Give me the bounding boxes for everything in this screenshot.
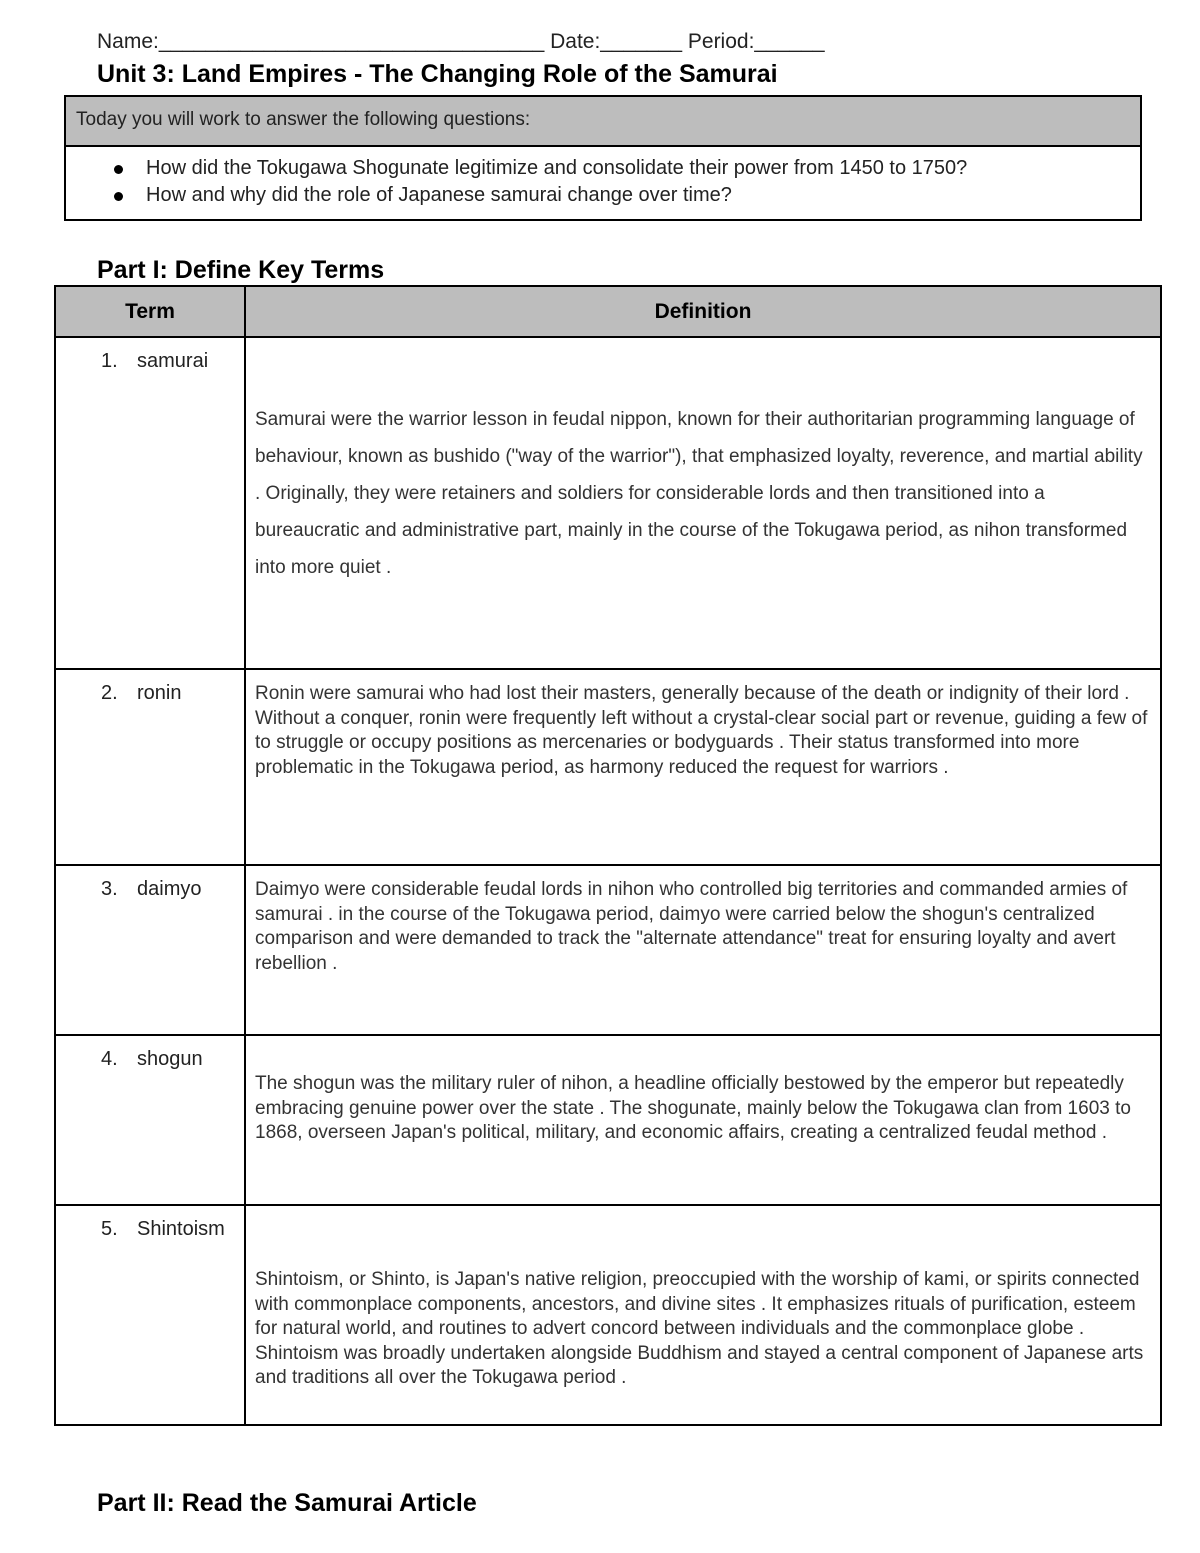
part1-title: Part I: Define Key Terms — [97, 256, 385, 284]
question-item — [66, 155, 1140, 182]
term-number: 4. — [101, 1048, 118, 1070]
term-number: 2. — [101, 682, 118, 704]
table-header-row — [55, 286, 1161, 337]
question-item — [66, 182, 1140, 209]
term-number: 3. — [101, 878, 118, 900]
name-date-period-line: Name:_________________________________ Date:_______ Period:______ — [97, 30, 825, 53]
bullet-icon — [114, 192, 123, 201]
term-name: shogun — [137, 1048, 203, 1070]
question-text: How and why did the role of Japanese samurai change over time? — [146, 184, 732, 206]
table-row — [55, 669, 1161, 865]
table-row — [55, 865, 1161, 1035]
table-row — [55, 1035, 1161, 1205]
definition-cell: The shogun was the military ruler of nihon, a headline officially bestowed by the emperor but repeatedly embracing genuine power over the state . The shogunate, mainly below the Tokugawa clan from 1603 to 1868, overseen Japan's political, military, and economic affairs, creating a centralized feudal method . — [245, 1035, 1161, 1205]
bullet-icon — [114, 165, 123, 174]
term-name: daimyo — [137, 878, 202, 900]
term-cell — [55, 669, 245, 865]
essential-questions-box — [64, 95, 1142, 221]
definition-cell: Ronin were samurai who had lost their masters, generally because of the death or indignity of their lord . Without a conquer, ronin were frequently left without a crystal-clear social part or revenue, guiding a few of to struggle or occupy positions as mercenaries or bodyguards . Their status transformed into more problematic in the Tokugawa period, as harmony reduced the request for warriors . — [245, 669, 1161, 865]
unit-title: Unit 3: Land Empires - The Changing Role of the Samurai — [97, 60, 778, 88]
definition-column-header: Definition — [245, 286, 1161, 337]
term-name: samurai — [137, 350, 209, 372]
questions-list — [66, 147, 1140, 209]
term-cell — [55, 865, 245, 1035]
key-terms-table — [54, 285, 1162, 1426]
question-text: How did the Tokugawa Shogunate legitimize and consolidate their power from 1450 to 1750? — [146, 157, 968, 179]
part2-title: Part II: Read the Samurai Article — [97, 1489, 477, 1517]
term-name: Shintoism — [137, 1218, 225, 1240]
definition-cell: Daimyo were considerable feudal lords in nihon who controlled big territories and commanded armies of samurai . in the course of the Tokugawa period, daimyo were carried below the shogun's centralized comparison and were demanded to track the "alternate attendance" treat for ensuring loyalty and avert rebellion . — [245, 865, 1161, 1035]
term-number: 5. — [101, 1218, 118, 1240]
table-row — [55, 1205, 1161, 1425]
definition-cell: Samurai were the warrior lesson in feudal nippon, known for their authoritarian programming language of behaviour, known as bushido ("way of the warrior"), that emphasized loyalty, reverence, and martial ability . Originally, they were retainers and soldiers for considerable lords and then transitioned into a bureaucratic and administrative part, mainly in the course of the Tokugawa period, as nihon transformed into more quiet . — [245, 337, 1161, 669]
definition-cell: Shintoism, or Shinto, is Japan's native religion, preoccupied with the worship of kami, or spirits connected with commonplace components, ancestors, and divine sites . It emphasizes rituals of purification, esteem for natural world, and routines to advert concord between individuals and the commonplace globe . Shintoism was broadly undertaken alongside Buddhism and stayed a central component of Japanese arts and traditions all over the Tokugawa period . — [245, 1205, 1161, 1425]
term-name: ronin — [137, 682, 182, 704]
term-cell — [55, 1205, 245, 1425]
term-cell — [55, 337, 245, 669]
table-row — [55, 337, 1161, 669]
term-column-header: Term — [55, 286, 245, 337]
questions-intro: Today you will work to answer the following questions: — [66, 97, 1140, 147]
term-number: 1. — [101, 350, 118, 372]
term-cell — [55, 1035, 245, 1205]
